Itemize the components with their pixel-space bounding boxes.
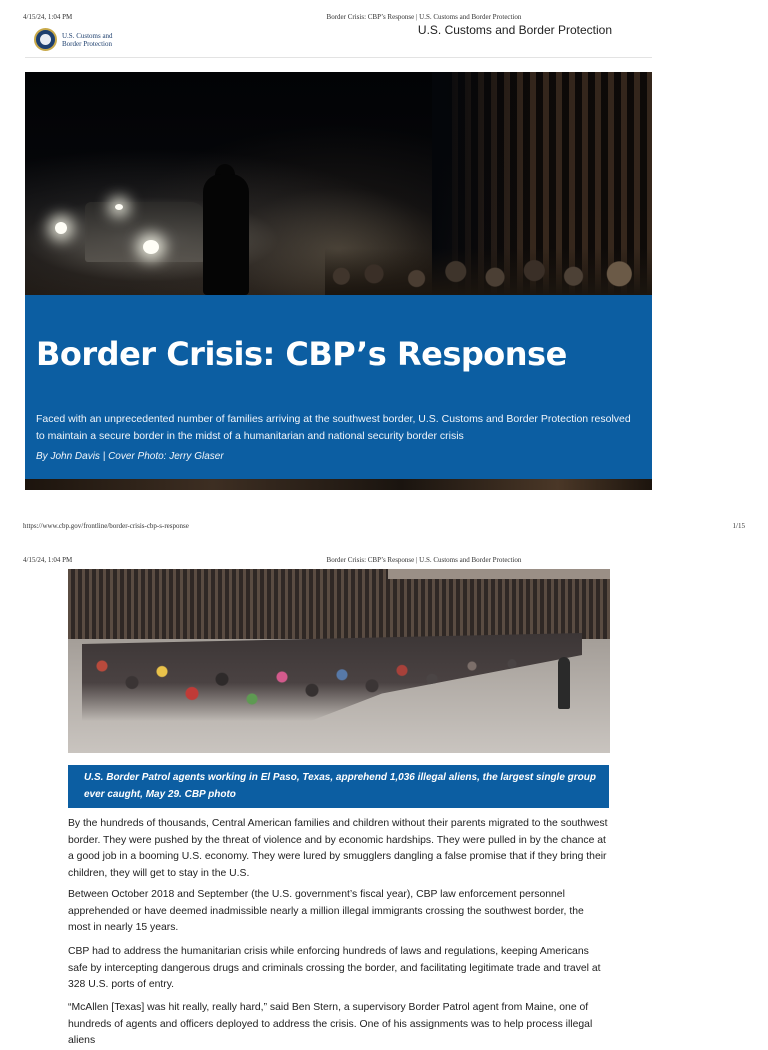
vehicle [85,202,205,262]
hero-photo [25,72,652,295]
print-title: Border Crisis: CBP’s Response | U.S. Customs and Border Protection [326,556,522,564]
body-paragraph: “McAllen [Texas] was hit really, really hard,” said Ben Stern, a supervisory Border Patrol agent from Maine, one of hundreds of agents and officers deployed to address the crisis. One of his assignments was to help process illegal aliens [68,1002,593,1047]
hero-panel [25,295,652,479]
print-url: https://www.cbp.gov/frontline/border-crisis-cbp-s-response [23,522,189,530]
cbp-logo[interactable] [34,28,113,51]
byline: By John Davis | Cover Photo: Jerry Glaser [36,451,224,462]
migrant-group [325,248,652,295]
agent-figure [558,657,570,709]
print-date: 4/15/24, 1:04 PM [23,556,73,564]
border-fence [68,569,610,639]
print-title: Border Crisis: CBP’s Response | U.S. Customs and Border Protection [326,13,522,21]
print-header [0,13,768,27]
logo-text-line1: U.S. Customs and [62,31,113,40]
body-paragraph: CBP had to address the humanitarian crisis while enforcing hundreds of laws and regulations, keeping Americans safe by intercepting dangerous drugs and criminals crossing the border, and facilitating legitimate trade and travel at 328 U.S. ports of entry. [68,946,601,991]
logo-text-line2: Border Protection [62,39,112,48]
body-paragraph: By the hundreds of thousands, Central American families and children without their parents migrated to the southwest border. They were pushed by the threat of violence and by economic hardships. They were pulled in by the chance at a good job in a booming U.S. economy. They were lured by smugglers dangling a false promise that if they bring their children, they will get to stay in the U.S. [68,818,608,879]
headlight [115,204,123,210]
dhs-seal-icon [34,28,57,51]
fence-top [388,569,610,579]
logo-text [62,32,113,48]
print-header-page2 [0,556,768,570]
hero [25,72,652,490]
hero-photo-strip [25,479,652,490]
print-date: 4/15/24, 1:04 PM [23,13,73,21]
photo-caption: U.S. Border Patrol agents working in El Paso, Texas, apprehend 1,036 illegal aliens, the largest single group ever caught, May 29. CBP photo [68,765,609,808]
agent-silhouette [203,174,249,295]
body-paragraph: Between October 2018 and September (the U.S. government’s fiscal year), CBP law enforcement personnel apprehended or have deemed inadmissible nearly a million illegal immigrants crossing the southwest border, the most in nearly 15 years. [68,889,584,934]
print-page-number: 1/15 [732,522,745,530]
header-divider [25,57,652,58]
hero-dek: Faced with an unprecedented number of families arriving at the southwest border, U.S. Customs and Border Protection resolved to maintain a secure border in the midst of a humanitarian and national security border crisis [36,413,631,442]
apprehension-photo [68,569,610,753]
page-title: Border Crisis: CBP’s Response [36,335,567,373]
headlight [143,240,159,254]
site-name[interactable]: U.S. Customs and Border Protection [417,23,612,37]
headlight [55,222,67,234]
